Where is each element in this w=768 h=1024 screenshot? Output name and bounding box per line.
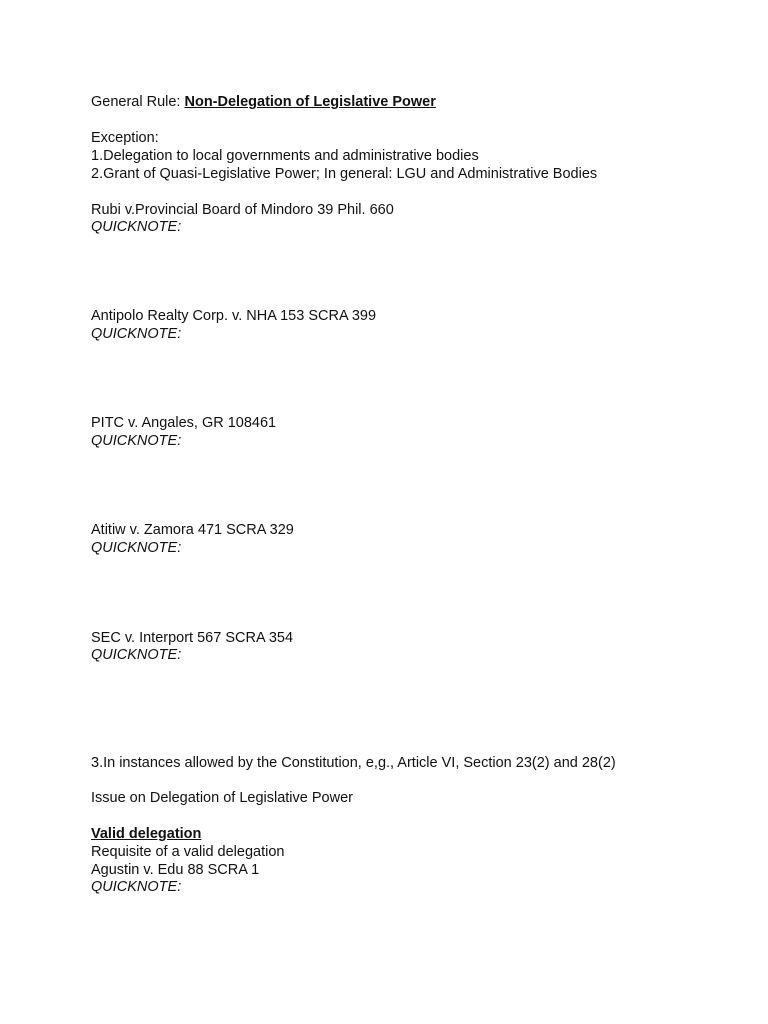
case-quicknote: QUICKNOTE: [91,219,182,235]
exception-item-3: 3.In instances allowed by the Constitution, e,g., Article VI, Section 23(2) and 28(2) [91,755,616,771]
case-title: Agustin v. Edu 88 SCRA 1 [91,862,260,878]
case-title: SEC v. Interport 567 SCRA 354 [91,630,294,646]
case-quicknote: QUICKNOTE: [91,540,182,556]
case-title: Atitiw v. Zamora 471 SCRA 329 [91,522,294,538]
case-title: Rubi v.Provincial Board of Mindoro 39 Phil. 660 [91,202,394,218]
case-quicknote: QUICKNOTE: [91,433,182,449]
valid-delegation-heading: Valid delegation [91,826,202,842]
case-quicknote: QUICKNOTE: [91,326,182,342]
case-quicknote: QUICKNOTE: [91,879,182,895]
case-title: PITC v. Angales, GR 108461 [91,415,277,431]
valid-delegation-requisite: Requisite of a valid delegation [91,844,285,860]
general-rule-line [91,93,436,111]
exception-heading: Exception: [91,130,159,146]
general-rule-value: Non-Delegation of Legislative Power [184,94,436,110]
case-quicknote: QUICKNOTE: [91,647,182,663]
exception-item-1: 1.Delegation to local governments and administrative bodies [91,148,479,164]
case-title: Antipolo Realty Corp. v. NHA 153 SCRA 399 [91,308,377,324]
exception-item-2: 2.Grant of Quasi-Legislative Power; In general: LGU and Administrative Bodies [91,166,598,182]
issue-heading: Issue on Delegation of Legislative Power [91,790,353,806]
general-rule-label: General Rule: [91,94,185,110]
